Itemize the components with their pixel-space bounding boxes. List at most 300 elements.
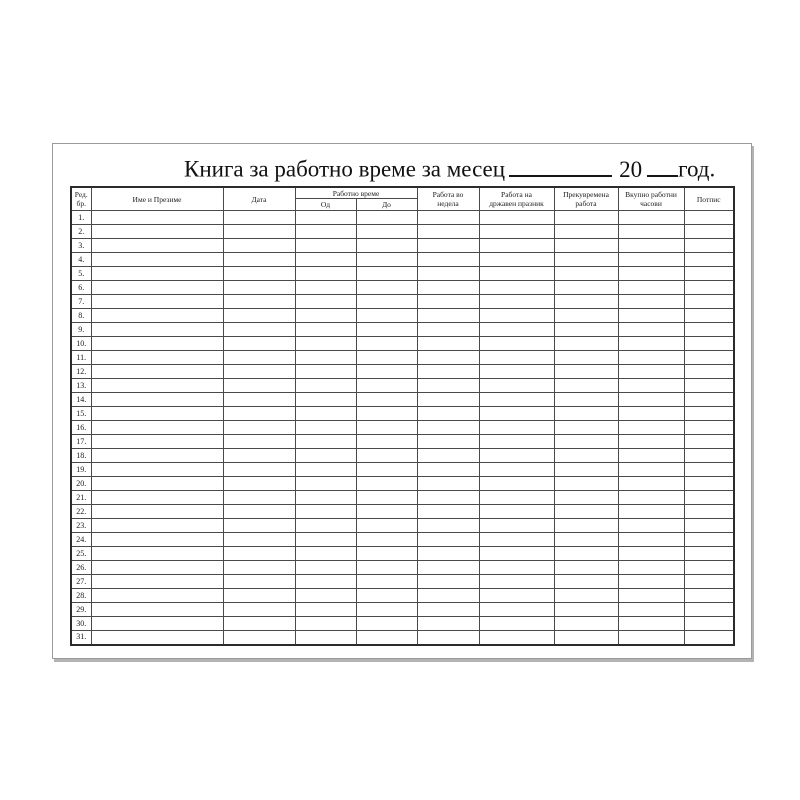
table-row xyxy=(71,379,734,393)
empty-cell xyxy=(91,379,223,393)
empty-cell xyxy=(356,575,417,589)
empty-cell xyxy=(91,407,223,421)
empty-cell xyxy=(417,211,479,225)
empty-cell xyxy=(356,309,417,323)
empty-cell xyxy=(295,253,356,267)
empty-cell xyxy=(417,253,479,267)
row-number-cell: 22. xyxy=(71,505,91,519)
empty-cell xyxy=(417,421,479,435)
empty-cell xyxy=(417,295,479,309)
empty-cell xyxy=(91,309,223,323)
empty-cell xyxy=(479,351,554,365)
header-name-surname: Име и Презиме xyxy=(91,187,223,211)
empty-cell xyxy=(91,365,223,379)
empty-cell xyxy=(684,407,734,421)
empty-cell xyxy=(91,337,223,351)
empty-cell xyxy=(91,519,223,533)
empty-cell xyxy=(554,253,618,267)
empty-cell xyxy=(417,575,479,589)
empty-cell xyxy=(618,337,684,351)
row-number-cell: 1. xyxy=(71,211,91,225)
empty-cell xyxy=(295,323,356,337)
empty-cell xyxy=(684,225,734,239)
empty-cell xyxy=(554,589,618,603)
empty-cell xyxy=(91,631,223,645)
empty-cell xyxy=(223,533,295,547)
header-row-number-line2: бр. xyxy=(76,199,86,208)
header-date: Дата xyxy=(223,187,295,211)
empty-cell xyxy=(684,547,734,561)
row-number-cell: 5. xyxy=(71,267,91,281)
empty-cell xyxy=(554,225,618,239)
row-number-cell: 23. xyxy=(71,519,91,533)
title-blank-month xyxy=(509,154,612,177)
empty-cell xyxy=(618,603,684,617)
empty-cell xyxy=(295,477,356,491)
empty-cell xyxy=(479,379,554,393)
empty-cell xyxy=(356,505,417,519)
empty-cell xyxy=(618,435,684,449)
header-work-sunday xyxy=(417,187,479,211)
row-number-cell: 18. xyxy=(71,449,91,463)
row-number-cell: 4. xyxy=(71,253,91,267)
empty-cell xyxy=(356,617,417,631)
empty-cell xyxy=(295,393,356,407)
empty-cell xyxy=(223,337,295,351)
empty-cell xyxy=(479,533,554,547)
header-row-number-line1: Ред. xyxy=(74,190,88,199)
empty-cell xyxy=(417,323,479,337)
empty-cell xyxy=(295,421,356,435)
header-overtime-line1: Прекувремена xyxy=(563,190,609,199)
row-number-cell: 9. xyxy=(71,323,91,337)
empty-cell xyxy=(479,519,554,533)
empty-cell xyxy=(618,463,684,477)
title-blank-year xyxy=(647,154,678,177)
empty-cell xyxy=(223,449,295,463)
empty-cell xyxy=(684,337,734,351)
empty-cell xyxy=(91,323,223,337)
empty-cell xyxy=(223,323,295,337)
table-row xyxy=(71,477,734,491)
empty-cell xyxy=(295,225,356,239)
row-number-cell: 6. xyxy=(71,281,91,295)
empty-cell xyxy=(684,295,734,309)
header-signature: Потпис xyxy=(684,187,734,211)
empty-cell xyxy=(554,379,618,393)
empty-cell xyxy=(417,393,479,407)
empty-cell xyxy=(223,225,295,239)
empty-cell xyxy=(554,267,618,281)
table-row xyxy=(71,421,734,435)
empty-cell xyxy=(91,225,223,239)
empty-cell xyxy=(554,421,618,435)
empty-cell xyxy=(554,603,618,617)
row-number-cell: 28. xyxy=(71,589,91,603)
empty-cell xyxy=(618,281,684,295)
empty-cell xyxy=(295,533,356,547)
title-year-prefix: 20 xyxy=(619,156,643,182)
table-row xyxy=(71,561,734,575)
table-row xyxy=(71,575,734,589)
empty-cell xyxy=(356,421,417,435)
empty-cell xyxy=(356,239,417,253)
header-work-holiday xyxy=(479,187,554,211)
empty-cell xyxy=(356,225,417,239)
empty-cell xyxy=(554,575,618,589)
empty-cell xyxy=(618,533,684,547)
empty-cell xyxy=(295,211,356,225)
empty-cell xyxy=(618,617,684,631)
empty-cell xyxy=(479,323,554,337)
empty-cell xyxy=(618,351,684,365)
empty-cell xyxy=(554,547,618,561)
empty-cell xyxy=(223,603,295,617)
empty-cell xyxy=(554,295,618,309)
empty-cell xyxy=(684,309,734,323)
empty-cell xyxy=(684,491,734,505)
empty-cell xyxy=(417,463,479,477)
empty-cell xyxy=(356,435,417,449)
empty-cell xyxy=(356,393,417,407)
empty-cell xyxy=(91,617,223,631)
empty-cell xyxy=(295,365,356,379)
row-number-cell: 20. xyxy=(71,477,91,491)
empty-cell xyxy=(417,505,479,519)
header-total-hours-line1: Вкупно работни xyxy=(625,190,677,199)
empty-cell xyxy=(295,295,356,309)
header-work-sunday-line1: Работа во xyxy=(432,190,464,199)
empty-cell xyxy=(295,547,356,561)
row-number-cell: 14. xyxy=(71,393,91,407)
row-number-cell: 19. xyxy=(71,463,91,477)
empty-cell xyxy=(223,519,295,533)
empty-cell xyxy=(356,365,417,379)
empty-cell xyxy=(554,519,618,533)
empty-cell xyxy=(91,393,223,407)
table-row xyxy=(71,309,734,323)
empty-cell xyxy=(479,225,554,239)
empty-cell xyxy=(618,519,684,533)
empty-cell xyxy=(479,463,554,477)
empty-cell xyxy=(479,603,554,617)
empty-cell xyxy=(479,337,554,351)
empty-cell xyxy=(417,239,479,253)
empty-cell xyxy=(479,449,554,463)
header-from: Од xyxy=(295,199,356,211)
empty-cell xyxy=(91,561,223,575)
row-number-cell: 11. xyxy=(71,351,91,365)
empty-cell xyxy=(417,267,479,281)
empty-cell xyxy=(223,505,295,519)
empty-cell xyxy=(295,337,356,351)
empty-cell xyxy=(295,267,356,281)
empty-cell xyxy=(223,435,295,449)
empty-cell xyxy=(684,267,734,281)
empty-cell xyxy=(554,463,618,477)
empty-cell xyxy=(417,449,479,463)
empty-cell xyxy=(417,491,479,505)
empty-cell xyxy=(91,533,223,547)
empty-cell xyxy=(356,323,417,337)
empty-cell xyxy=(356,253,417,267)
empty-cell xyxy=(295,309,356,323)
document-title xyxy=(184,154,715,183)
row-number-cell: 31. xyxy=(71,631,91,645)
empty-cell xyxy=(91,505,223,519)
table-row xyxy=(71,547,734,561)
empty-cell xyxy=(417,337,479,351)
empty-cell xyxy=(91,547,223,561)
empty-cell xyxy=(554,351,618,365)
empty-cell xyxy=(618,477,684,491)
empty-cell xyxy=(618,589,684,603)
empty-cell xyxy=(295,561,356,575)
empty-cell xyxy=(479,267,554,281)
empty-cell xyxy=(417,603,479,617)
empty-cell xyxy=(554,449,618,463)
empty-cell xyxy=(91,211,223,225)
title-text: Книга за работно време за месец xyxy=(184,156,506,182)
empty-cell xyxy=(295,281,356,295)
empty-cell xyxy=(618,631,684,645)
empty-cell xyxy=(479,309,554,323)
row-number-cell: 10. xyxy=(71,337,91,351)
empty-cell xyxy=(223,267,295,281)
empty-cell xyxy=(223,477,295,491)
empty-cell xyxy=(479,617,554,631)
empty-cell xyxy=(223,365,295,379)
empty-cell xyxy=(223,309,295,323)
row-number-cell: 17. xyxy=(71,435,91,449)
empty-cell xyxy=(684,351,734,365)
empty-cell xyxy=(417,407,479,421)
empty-cell xyxy=(91,267,223,281)
empty-cell xyxy=(479,631,554,645)
empty-cell xyxy=(223,547,295,561)
empty-cell xyxy=(479,239,554,253)
header-total-hours-line2: часови xyxy=(640,199,662,208)
empty-cell xyxy=(618,309,684,323)
row-number-cell: 8. xyxy=(71,309,91,323)
table-row xyxy=(71,323,734,337)
empty-cell xyxy=(356,589,417,603)
empty-cell xyxy=(356,267,417,281)
empty-cell xyxy=(91,575,223,589)
table-row xyxy=(71,505,734,519)
header-work-holiday-line1: Работа на xyxy=(501,190,532,199)
empty-cell xyxy=(295,491,356,505)
empty-cell xyxy=(91,463,223,477)
table-row xyxy=(71,519,734,533)
empty-cell xyxy=(618,323,684,337)
empty-cell xyxy=(91,603,223,617)
empty-cell xyxy=(91,477,223,491)
empty-cell xyxy=(417,561,479,575)
empty-cell xyxy=(554,393,618,407)
table-row xyxy=(71,225,734,239)
empty-cell xyxy=(356,379,417,393)
empty-cell xyxy=(618,421,684,435)
empty-cell xyxy=(417,309,479,323)
empty-cell xyxy=(417,533,479,547)
empty-cell xyxy=(554,407,618,421)
empty-cell xyxy=(684,463,734,477)
empty-cell xyxy=(618,407,684,421)
empty-cell xyxy=(479,477,554,491)
empty-cell xyxy=(684,575,734,589)
table-row xyxy=(71,533,734,547)
empty-cell xyxy=(223,617,295,631)
empty-cell xyxy=(356,295,417,309)
empty-cell xyxy=(417,365,479,379)
empty-cell xyxy=(618,491,684,505)
empty-cell xyxy=(223,575,295,589)
empty-cell xyxy=(479,365,554,379)
empty-cell xyxy=(684,617,734,631)
empty-cell xyxy=(223,393,295,407)
empty-cell xyxy=(295,449,356,463)
empty-cell xyxy=(223,351,295,365)
table-row xyxy=(71,603,734,617)
empty-cell xyxy=(618,239,684,253)
header-overtime-line2: работа xyxy=(575,199,597,208)
empty-cell xyxy=(618,575,684,589)
table-row xyxy=(71,351,734,365)
row-number-cell: 7. xyxy=(71,295,91,309)
empty-cell xyxy=(618,393,684,407)
empty-cell xyxy=(684,533,734,547)
empty-cell xyxy=(479,435,554,449)
empty-cell xyxy=(417,519,479,533)
empty-cell xyxy=(356,407,417,421)
empty-cell xyxy=(356,631,417,645)
empty-cell xyxy=(417,435,479,449)
header-row-top xyxy=(71,187,734,199)
empty-cell xyxy=(554,337,618,351)
empty-cell xyxy=(554,477,618,491)
empty-cell xyxy=(295,589,356,603)
empty-cell xyxy=(618,505,684,519)
empty-cell xyxy=(295,519,356,533)
empty-cell xyxy=(223,295,295,309)
row-number-cell: 13. xyxy=(71,379,91,393)
header-row-number xyxy=(71,187,91,211)
row-number-cell: 3. xyxy=(71,239,91,253)
empty-cell xyxy=(479,547,554,561)
empty-cell xyxy=(356,211,417,225)
table-row xyxy=(71,463,734,477)
empty-cell xyxy=(356,477,417,491)
empty-cell xyxy=(91,281,223,295)
empty-cell xyxy=(684,421,734,435)
empty-cell xyxy=(479,421,554,435)
empty-cell xyxy=(618,449,684,463)
empty-cell xyxy=(684,211,734,225)
row-number-cell: 24. xyxy=(71,533,91,547)
empty-cell xyxy=(554,491,618,505)
empty-cell xyxy=(479,575,554,589)
empty-cell xyxy=(618,211,684,225)
empty-cell xyxy=(479,407,554,421)
empty-cell xyxy=(479,281,554,295)
empty-cell xyxy=(91,449,223,463)
empty-cell xyxy=(356,351,417,365)
empty-cell xyxy=(618,225,684,239)
empty-cell xyxy=(684,393,734,407)
empty-cell xyxy=(684,561,734,575)
row-number-cell: 30. xyxy=(71,617,91,631)
empty-cell xyxy=(295,239,356,253)
empty-cell xyxy=(223,211,295,225)
empty-cell xyxy=(417,351,479,365)
empty-cell xyxy=(554,309,618,323)
table-row xyxy=(71,253,734,267)
table-row xyxy=(71,295,734,309)
empty-cell xyxy=(554,211,618,225)
empty-cell xyxy=(684,253,734,267)
empty-cell xyxy=(479,561,554,575)
table-row xyxy=(71,281,734,295)
empty-cell xyxy=(684,239,734,253)
table-row xyxy=(71,239,734,253)
empty-cell xyxy=(91,239,223,253)
empty-cell xyxy=(295,505,356,519)
header-total-hours xyxy=(618,187,684,211)
empty-cell xyxy=(223,379,295,393)
empty-cell xyxy=(356,547,417,561)
header-work-holiday-line2: државен празник xyxy=(489,199,544,208)
empty-cell xyxy=(684,603,734,617)
table-body xyxy=(71,211,734,645)
empty-cell xyxy=(356,463,417,477)
table-row xyxy=(71,617,734,631)
empty-cell xyxy=(295,631,356,645)
table-row xyxy=(71,407,734,421)
empty-cell xyxy=(91,491,223,505)
row-number-cell: 25. xyxy=(71,547,91,561)
timesheet-table xyxy=(70,186,735,646)
empty-cell xyxy=(91,253,223,267)
empty-cell xyxy=(356,491,417,505)
empty-cell xyxy=(295,379,356,393)
empty-cell xyxy=(618,547,684,561)
empty-cell xyxy=(223,463,295,477)
paper-sheet xyxy=(52,143,752,659)
table-row xyxy=(71,337,734,351)
empty-cell xyxy=(356,533,417,547)
empty-cell xyxy=(356,519,417,533)
table-row xyxy=(71,491,734,505)
empty-cell xyxy=(223,491,295,505)
table-row xyxy=(71,267,734,281)
empty-cell xyxy=(295,435,356,449)
empty-cell xyxy=(223,589,295,603)
empty-cell xyxy=(684,519,734,533)
empty-cell xyxy=(356,603,417,617)
table-row xyxy=(71,393,734,407)
empty-cell xyxy=(417,547,479,561)
empty-cell xyxy=(618,253,684,267)
empty-cell xyxy=(684,379,734,393)
empty-cell xyxy=(356,561,417,575)
row-number-cell: 2. xyxy=(71,225,91,239)
table-row xyxy=(71,589,734,603)
row-number-cell: 29. xyxy=(71,603,91,617)
empty-cell xyxy=(417,225,479,239)
empty-cell xyxy=(295,603,356,617)
empty-cell xyxy=(554,561,618,575)
